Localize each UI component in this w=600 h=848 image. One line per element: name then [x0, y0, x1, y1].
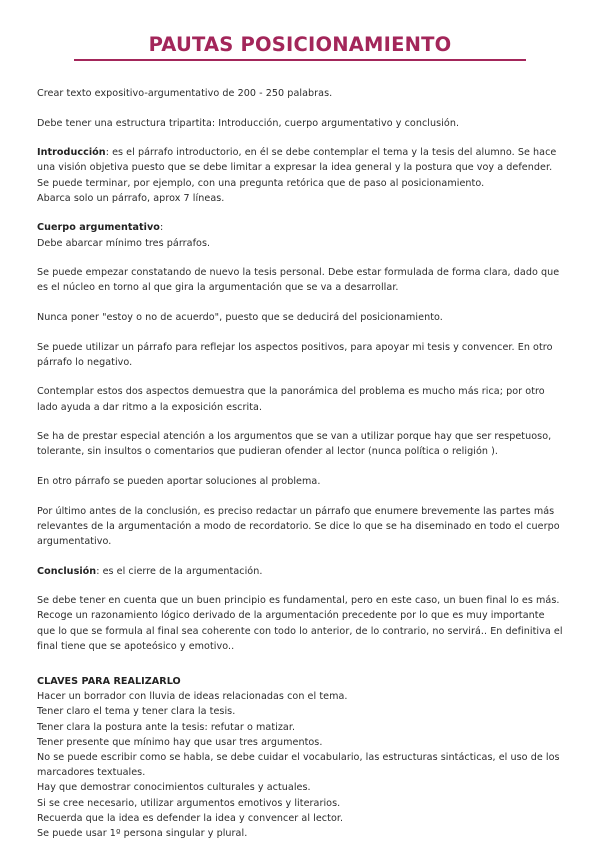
paragraph-nunca: Nunca poner "estoy o no de acuerdo", puesto que se deducirá del posicionamiento. [37, 311, 443, 323]
paragraph-conclusion [37, 564, 564, 579]
paragraph-positivos: Se puede utilizar un párrafo para reflejar los aspectos positivos, para apoyar mi tesis y convencer. En otro párrafo lo negativo. [37, 341, 553, 368]
label-conclusion: Conclusión [37, 565, 97, 577]
intro-extra: Abarca solo un párrafo, aprox 7 líneas. [37, 192, 225, 204]
page-title: PAUTAS POSICIONAMIENTO [148, 33, 452, 56]
title-container [74, 34, 526, 56]
paragraph-tesis: Se puede empezar constatando de nuevo la tesis personal. Debe estar formulada de forma clara, dado que es el núcleo en torno al que gira la argumentación que se va a desarrollar. [37, 267, 560, 294]
paragraph-structure: Debe tener una estructura tripartita: Introducción, cuerpo argumentativo y conclusión. [37, 117, 460, 129]
claves-item: Tener clara la postura ante la tesis: refutar o matizar. [37, 721, 296, 733]
paragraph-respeto: Se ha de prestar especial atención a los argumentos que se van a utilizar porque hay que ser respetuoso, tolerante, sin insultos o comentarios que pudieran ofender al lector (nunca política o religión ). [37, 431, 552, 458]
cuerpo-text: Debe abarcar mínimo tres párrafos. [37, 237, 211, 249]
label-introduccion: Introducción [37, 147, 106, 159]
claves-item: Tener claro el tema y tener clara la tesis. [37, 706, 236, 718]
claves-item: Si se cree necesario, utilizar argumentos emotivos y literarios. [37, 797, 341, 809]
claves-item: Se puede usar 1º persona singular y plural. [37, 828, 248, 839]
paragraph-recordatorio: Por último antes de la conclusión, es preciso redactar un párrafo que enumere brevemente las partes más relevantes de la argumentación a modo de recordatorio. Se dice lo que se ha diseminado en todo el cuerpo argumentativo. [37, 505, 560, 547]
paragraph-introduccion [37, 145, 564, 206]
claves-list [37, 689, 564, 841]
document-body [37, 86, 564, 841]
intro-text: : es el párrafo introductorio, en él se debe contemplar el tema y la tesis del alumno. Se hace una visión objetiva puesto que se debe limitar a expresar la idea general y la postura que voy a defender. Se puede terminar, por ejemplo, con una pregunta retórica que de paso al posicionamiento. [37, 147, 557, 189]
conclusion-text: : es el cierre de la argumentación. [96, 565, 263, 577]
paragraph-cuerpo [37, 220, 564, 250]
claves-item: Tener presente que mínimo hay que usar tres argumentos. [37, 736, 323, 748]
label-cuerpo: Cuerpo argumentativo [37, 222, 160, 234]
paragraph-word-count: Crear texto expositivo-argumentativo de 200 - 250 palabras. [37, 88, 333, 99]
cuerpo-colon: : [159, 222, 164, 234]
claves-item: Hacer un borrador con lluvia de ideas relacionadas con el tema. [37, 691, 348, 703]
paragraph-final: Se debe tener en cuenta que un buen principio es fundamental, pero en este caso, un buen final lo es más. Recoge un razonamiento lógico derivado de la argumentación precedente por lo que es muy importante que lo que se formula al final sea coherente con todo lo anterior, de lo contrario, no servirá.. En definitiva el final tiene que se apoteósico y emotivo.. [37, 595, 563, 652]
paragraph-soluciones: En otro párrafo se pueden aportar soluciones al problema. [37, 475, 321, 487]
claves-item: Recuerda que la idea es defender la idea y convencer al lector. [37, 812, 344, 824]
claves-heading: CLAVES PARA REALIZARLO [37, 675, 181, 687]
paragraph-panoramica: Contemplar estos dos aspectos demuestra que la panorámica del problema es mucho más rica; por otro lado ayuda a dar ritmo a la exposición escrita. [37, 386, 545, 413]
claves-item: Hay que demostrar conocimientos culturales y actuales. [37, 782, 311, 794]
claves-item: No se puede escribir como se habla, se debe cuidar el vocabulario, las estructuras sintácticas, el uso de los marcadores textuales. [37, 751, 560, 779]
title-underline [74, 59, 526, 61]
